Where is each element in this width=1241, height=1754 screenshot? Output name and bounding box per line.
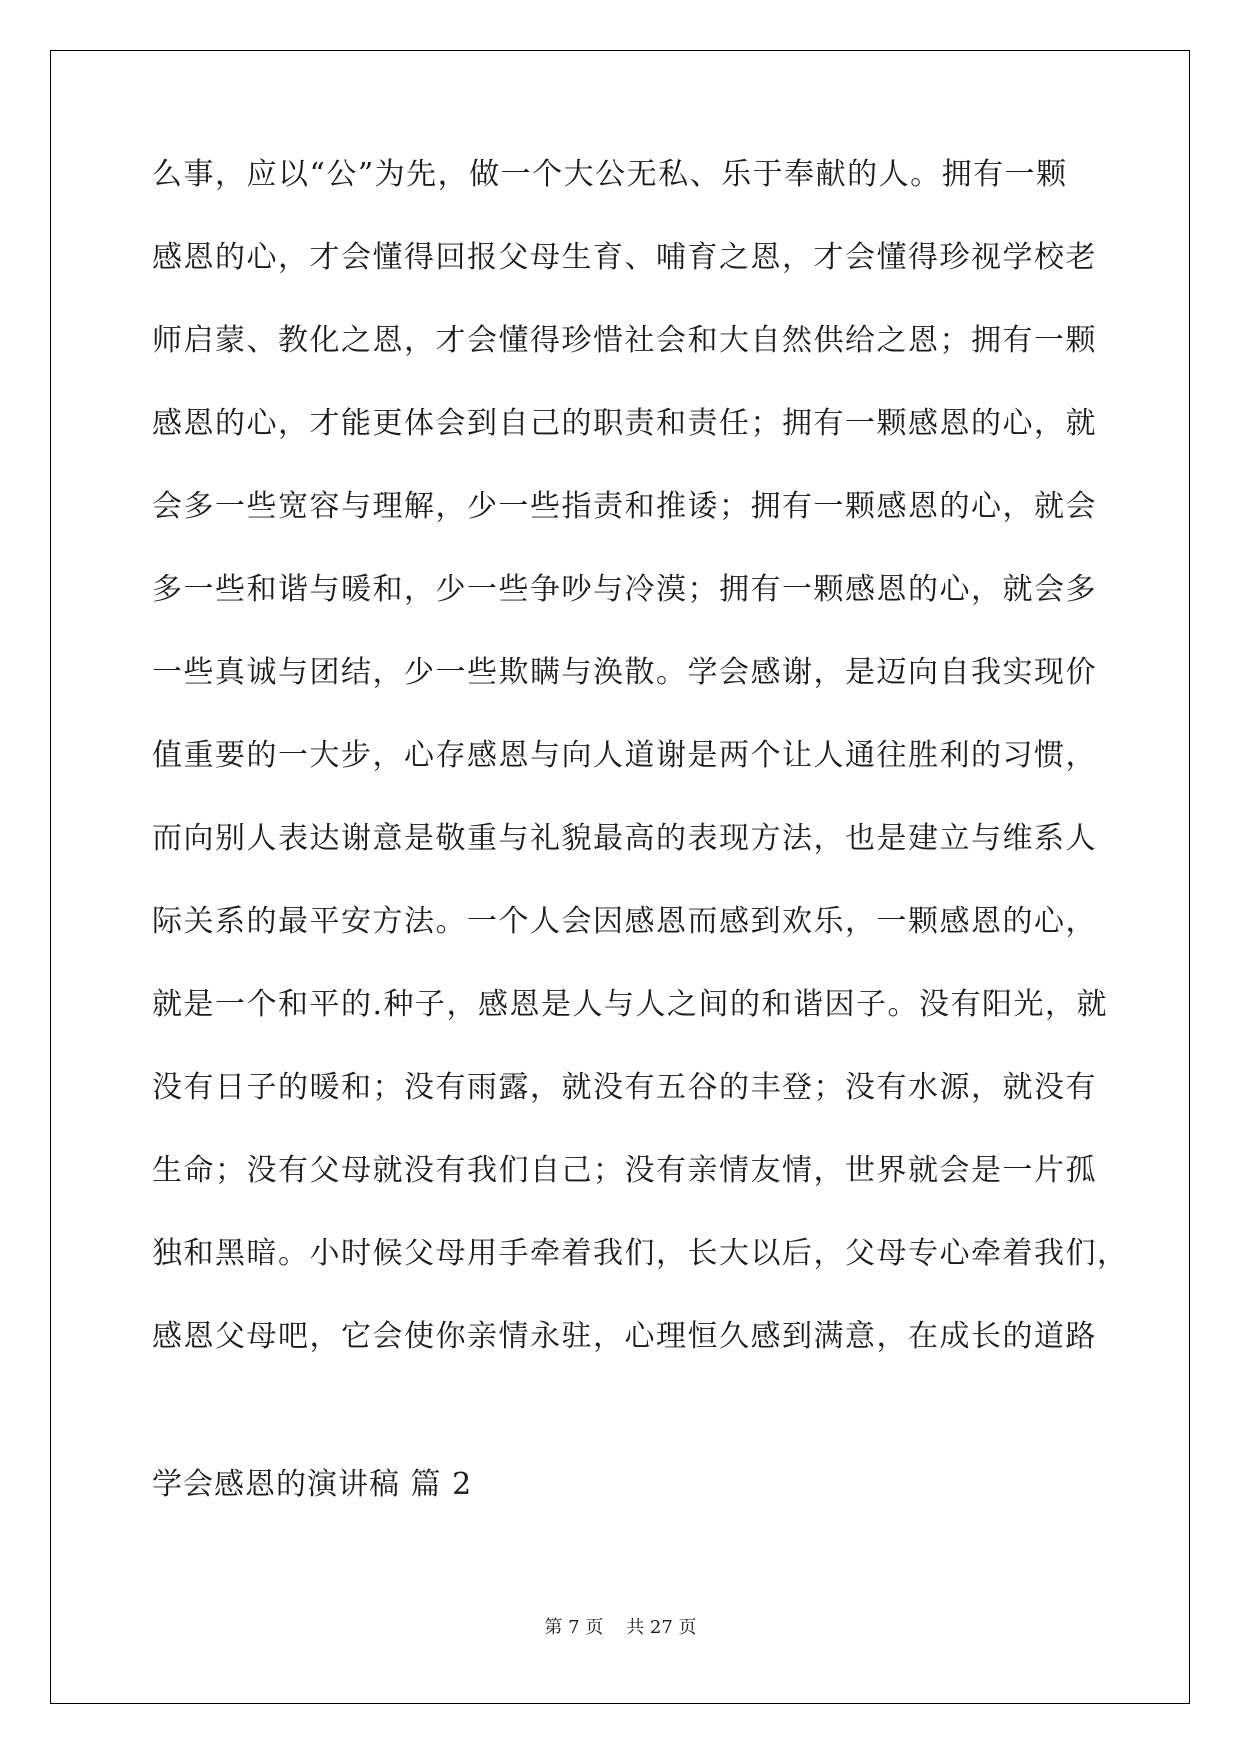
text-line: 值重要的一大步，心存感恩与向人道谢是两个让人通往胜利的习惯， bbox=[152, 738, 1097, 773]
text-line: 感恩的心，才会懂得回报父母生育、哺育之恩，才会懂得珍视学校老 bbox=[152, 240, 1097, 275]
text-line: 际关系的最平安方法。一个人会因感恩而感到欢乐，一颗感恩的心， bbox=[152, 904, 1097, 939]
body-text bbox=[152, 157, 1129, 1405]
text-line: 没有日子的暖和；没有雨露，就没有五谷的丰登；没有水源，就没有 bbox=[152, 1070, 1097, 1105]
text-line: 感恩父母吧，它会使你亲情永驻，心理恒久感到满意，在成长的道路 bbox=[152, 1319, 1097, 1354]
text-line: 就是一个和平的.种子，感恩是人与人之间的和谐因子。没有阳光，就 bbox=[152, 987, 1109, 1022]
text-line: 师启蒙、教化之恩，才会懂得珍惜社会和大自然供给之恩；拥有一颗 bbox=[152, 323, 1097, 358]
page-footer bbox=[0, 1618, 1241, 1638]
text-line: 一些真诚与团结，少一些欺瞒与涣散。学会感谢，是迈向自我实现价 bbox=[152, 655, 1097, 690]
text-line: 么事，应以“公”为先，做一个大公无私、乐于奉献的人。拥有一颗 bbox=[152, 157, 1068, 192]
text-line: 而向别人表达谢意是敬重与礼貌最高的表现方法，也是建立与维系人 bbox=[152, 821, 1097, 856]
text-line: 感恩的心，才能更体会到自己的职责和责任；拥有一颗感恩的心，就 bbox=[152, 406, 1097, 441]
text-line: 会多一些宽容与理解，少一些指责和推诿；拥有一颗感恩的心，就会 bbox=[152, 489, 1097, 524]
text-line: 多一些和谐与暖和，少一些争吵与冷漠；拥有一颗感恩的心，就会多 bbox=[152, 572, 1097, 607]
text-line: 生命；没有父母就没有我们自己；没有亲情友情，世界就会是一片孤 bbox=[152, 1153, 1097, 1188]
page-number: 第 7 页 共 27 页 bbox=[544, 1617, 697, 1638]
text-line: 独和黑暗。小时候父母用手牵着我们，长大以后，父母专心牵着我们， bbox=[152, 1236, 1129, 1271]
section-heading: 学会感恩的演讲稿 篇 2 bbox=[152, 1467, 473, 1502]
